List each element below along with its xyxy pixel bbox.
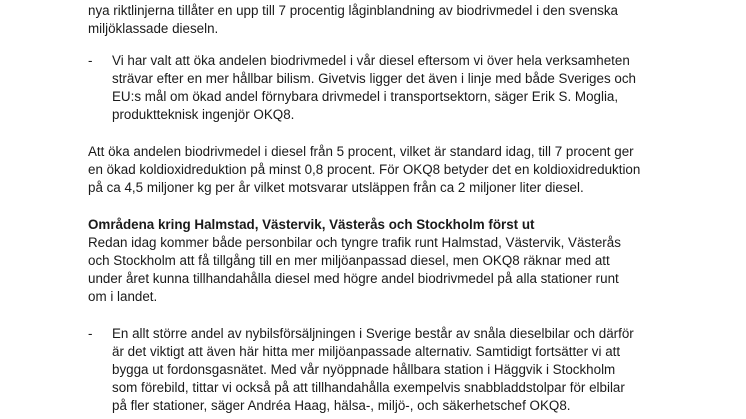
- text-line: produktteknisk ingenjör OKQ8.: [112, 106, 295, 122]
- text-line: bygga ut fordonsgasnätet. Med vår nyöppnade hållbara station i Häggvik i Stockholm: [112, 361, 616, 377]
- emissions-paragraph: [88, 143, 640, 197]
- text-line: på fler stationer, säger Andréa Haag, hälsa-, miljö-, och säkerhetschef OKQ8.: [112, 397, 571, 413]
- text-line: om i landet.: [88, 288, 158, 304]
- section-heading: Områdena kring Halmstad, Västervik, Västerås och Stockholm först ut: [88, 217, 535, 232]
- text-line: EU:s mål om ökad andel förnybara drivmedel i transportsektorn, säger Erik S. Moglia,: [112, 88, 619, 104]
- text-line: och Stockholm att få tillgång till en mer miljöanpassad diesel, men OKQ8 räknar med att: [88, 252, 610, 268]
- text-line: miljöklassade dieseln.: [88, 20, 219, 36]
- text-line: nya riktlinjerna tillåter en upp till 7 procentig låginblandning av biodrivmedel i den svenska: [88, 3, 618, 18]
- bullet-dash: -: [88, 326, 93, 341]
- text-line: är det viktigt att även här hitta mer miljöanpassade alternativ. Samtidigt fortsätter vi att: [112, 343, 621, 359]
- text-line: strävar efter en mer hållbar bilism. Givetvis ligger det även i linje med både Sveriges och: [112, 70, 636, 86]
- text-line: under året kunna tillhandahålla diesel med högre andel biodrivmedel på alla stationer runt: [88, 270, 619, 286]
- regions-section: [88, 216, 621, 305]
- text-line: en ökad koldioxidreduktion på minst 0,8 procent. För OKQ8 betyder det en koldioxidreduktion: [88, 161, 641, 177]
- text-line: Vi har valt att öka andelen biodrivmedel i vår diesel eftersom vi över hela verksamheten: [112, 53, 630, 68]
- intro-paragraph: [88, 2, 618, 38]
- text-line: på ca 4,5 miljoner kg per år vilket motsvarar utsläppen från ca 2 miljoner liter diesel.: [88, 179, 584, 195]
- text-line: Redan idag kommer både personbilar och tyngre trafik runt Halmstad, Västervik, Västerås: [88, 234, 621, 250]
- text-line: som förebild, tittar vi också på att tillhandahålla exempelvis snabbladdstolpar för elbilar: [112, 379, 625, 395]
- text-line: Att öka andelen biodrivmedel i diesel från 5 procent, vilket är standard idag, till 7 procent ger: [88, 144, 634, 159]
- bullet-dash: -: [88, 53, 93, 68]
- text-line: En allt större andel av nybilsförsäljningen i Sverige består av snåla dieselbilar och därför: [112, 326, 634, 341]
